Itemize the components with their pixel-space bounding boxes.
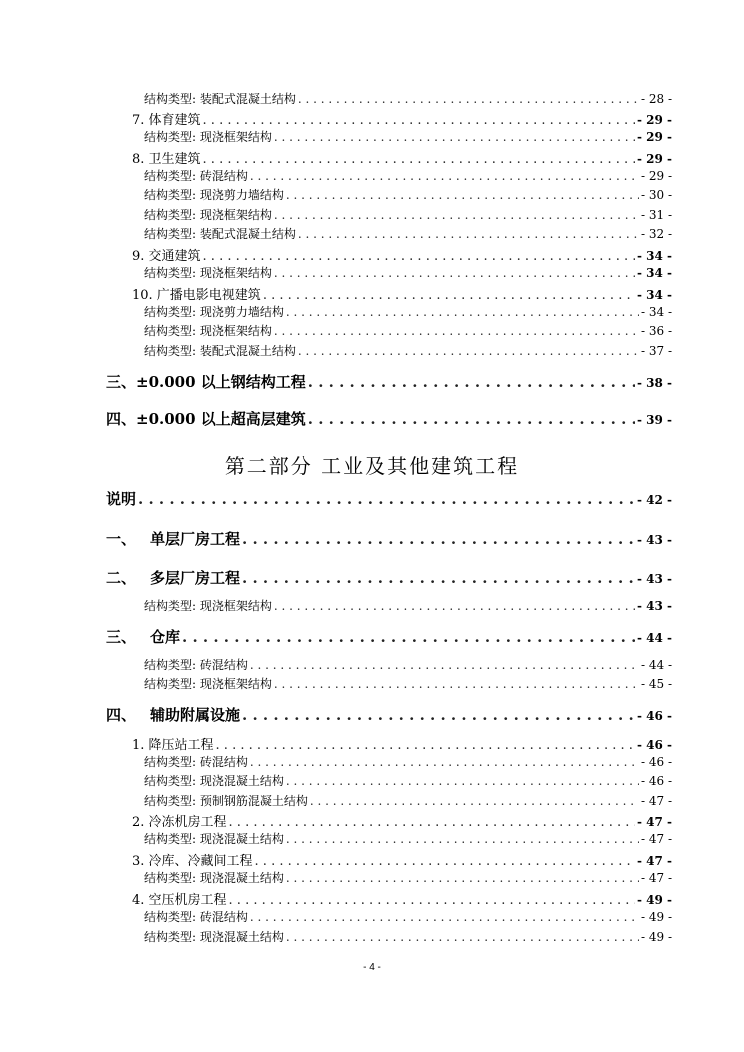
toc-entry[interactable] — [0, 128, 744, 146]
toc-entry[interactable] — [0, 206, 744, 224]
toc-entry[interactable] — [0, 264, 744, 282]
toc-entry-page: - 46 - — [636, 709, 672, 723]
toc-entry-page: - 34 - — [636, 249, 672, 263]
toc-entry-page: - 38 - — [636, 376, 672, 390]
toc-entry-page: - 47 - — [640, 794, 672, 808]
toc-entry[interactable] — [0, 322, 744, 340]
toc-entry-page: - 31 - — [640, 208, 672, 222]
toc-entry[interactable] — [0, 850, 744, 868]
toc-entry-page: - 34 - — [636, 266, 672, 280]
toc-entry-title: 结构类型: 现浇框架结构 — [144, 324, 272, 338]
toc-leader — [286, 774, 639, 788]
toc-entry-page: - 29 - — [636, 113, 672, 127]
toc-leader — [298, 92, 639, 106]
toc-entry-page: - 49 - — [640, 910, 672, 924]
toc-leader — [203, 152, 635, 167]
toc-entry[interactable] — [0, 772, 744, 790]
toc-leader — [298, 344, 639, 358]
toc-leader — [255, 854, 635, 869]
toc-entry-page: - 47 - — [640, 832, 672, 846]
toc-entry-title: 多层厂房工程 — [150, 569, 241, 587]
toc-entry-title: 10. 广播电影电视建筑 — [132, 288, 261, 303]
toc-entry-title: 7. 体育建筑 — [132, 113, 201, 128]
toc-entry[interactable] — [0, 734, 744, 752]
toc-entry[interactable] — [0, 675, 744, 693]
toc-entry-page: - 42 - — [636, 493, 672, 507]
toc-entry-page: - 43 - — [636, 533, 672, 547]
toc-leader — [229, 815, 635, 830]
toc-entry[interactable] — [0, 148, 744, 166]
toc-entry-title: 8. 卫生建筑 — [132, 152, 201, 167]
toc-leader — [203, 249, 635, 264]
toc-leader — [274, 130, 635, 144]
toc-leader — [310, 794, 639, 808]
toc-entry-title: 结构类型: 现浇混凝土结构 — [144, 871, 284, 885]
toc-entry-title: 结构类型: 装配式混凝土结构 — [144, 92, 296, 106]
toc-leader — [274, 266, 635, 280]
toc-entry-title: 结构类型: 砖混结构 — [144, 169, 248, 183]
toc-leader — [286, 930, 639, 944]
toc-entry-title: 说明 — [106, 490, 137, 508]
toc-entry[interactable] — [0, 597, 744, 615]
toc-entry[interactable] — [0, 109, 744, 127]
toc-entry-page: - 49 - — [636, 893, 672, 907]
toc-entry-title: 三、±0.000 以上钢结构工程 — [106, 373, 306, 391]
toc-leader — [242, 706, 635, 724]
toc-entry-page: - 45 - — [640, 677, 672, 691]
toc-entry-page: - 32 - — [640, 227, 672, 241]
toc-leader — [308, 373, 635, 391]
part-heading: 第二部分 工业及其他建筑工程 — [224, 454, 520, 478]
toc-entry[interactable] — [0, 704, 744, 726]
toc-leader — [274, 208, 639, 222]
toc-leader — [250, 658, 639, 672]
toc-entry-title: 单层厂房工程 — [150, 530, 241, 548]
toc-leader — [203, 113, 635, 128]
toc-entry-page: - 43 - — [636, 572, 672, 586]
toc-entry[interactable] — [0, 889, 744, 907]
toc-entry[interactable] — [0, 626, 744, 648]
toc-entry-title: 2. 冷冻机房工程 — [132, 815, 227, 830]
page-number: - 4 - — [363, 962, 381, 973]
toc-entry[interactable] — [0, 303, 744, 321]
toc-leader — [250, 169, 639, 183]
toc-leader — [216, 738, 635, 753]
toc-entry[interactable] — [0, 753, 744, 771]
toc-entry-page: - 29 - — [636, 152, 672, 166]
toc-leader — [286, 305, 639, 319]
toc-entry[interactable] — [0, 284, 744, 302]
toc-entry[interactable] — [0, 371, 744, 393]
toc-entry[interactable] — [0, 792, 744, 810]
toc-entry-title: 结构类型: 现浇剪力墙结构 — [144, 305, 284, 319]
toc-entry-title: 结构类型: 装配式混凝土结构 — [144, 344, 296, 358]
toc-entry-page: - 29 - — [636, 130, 672, 144]
toc-leader — [286, 832, 639, 846]
toc-entry-page: - 46 - — [640, 774, 672, 788]
toc-entry-title: 结构类型: 砖混结构 — [144, 910, 248, 924]
toc-entry-page: - 34 - — [636, 288, 672, 302]
toc-entry-title: 仓库 — [150, 628, 181, 646]
toc-entry-page: - 36 - — [640, 324, 672, 338]
toc-entry-page: - 29 - — [640, 169, 672, 183]
toc-entry-title: 结构类型: 现浇框架结构 — [144, 599, 272, 613]
toc-entry[interactable] — [0, 908, 744, 926]
toc-entry-number: 四、 — [106, 706, 137, 724]
toc-entry-page: - 44 - — [636, 631, 672, 645]
toc-entry-title: 结构类型: 现浇混凝土结构 — [144, 832, 284, 846]
toc-entry-page: - 30 - — [640, 188, 672, 202]
toc-leader — [242, 569, 635, 587]
toc-entry-title: 结构类型: 现浇混凝土结构 — [144, 930, 284, 944]
toc-entry[interactable] — [0, 488, 744, 510]
toc-leader — [229, 893, 635, 908]
toc-entry-number: 三、 — [106, 628, 137, 646]
toc-entry-page: - 37 - — [640, 344, 672, 358]
toc-entry-title: 结构类型: 现浇框架结构 — [144, 130, 272, 144]
toc-leader — [274, 599, 635, 613]
toc-entry-page: - 47 - — [636, 815, 672, 829]
toc-entry-page: - 43 - — [636, 599, 672, 613]
toc-entry-page: - 34 - — [640, 305, 672, 319]
toc-leader — [274, 677, 639, 691]
toc-entry[interactable] — [0, 167, 744, 185]
toc-entry[interactable] — [0, 830, 744, 848]
toc-entry-title: 结构类型: 现浇框架结构 — [144, 208, 272, 222]
toc-entry-page: - 46 - — [636, 738, 672, 752]
toc-entry[interactable] — [0, 528, 744, 550]
toc-entry-title: 结构类型: 装配式混凝土结构 — [144, 227, 296, 241]
toc-entry-title: 结构类型: 现浇剪力墙结构 — [144, 188, 284, 202]
toc-entry-page: - 47 - — [636, 854, 672, 868]
toc-entry-title: 1. 降压站工程 — [132, 738, 214, 753]
toc-leader — [242, 530, 635, 548]
toc-leader — [250, 755, 639, 769]
toc-entry-page: - 28 - — [640, 92, 672, 106]
toc-entry[interactable] — [0, 408, 744, 430]
toc-entry-title: 结构类型: 砖混结构 — [144, 755, 248, 769]
toc-entry[interactable] — [0, 245, 744, 263]
toc-leader — [298, 227, 639, 241]
toc-entry-title: 4. 空压机房工程 — [132, 893, 227, 908]
toc-entry[interactable] — [0, 928, 744, 946]
toc-entry-title: 3. 冷库、冷藏间工程 — [132, 854, 253, 869]
toc-leader — [182, 628, 635, 646]
toc-entry-title: 结构类型: 砖混结构 — [144, 658, 248, 672]
toc-entry-title: 结构类型: 现浇框架结构 — [144, 677, 272, 691]
toc-entry[interactable] — [0, 90, 744, 108]
toc-entry[interactable] — [0, 656, 744, 674]
toc-leader — [274, 324, 639, 338]
toc-entry[interactable] — [0, 869, 744, 887]
toc-leader — [138, 490, 635, 508]
toc-entry[interactable] — [0, 567, 744, 589]
toc-entry-title: 结构类型: 现浇混凝土结构 — [144, 774, 284, 788]
toc-entry-title: 结构类型: 现浇框架结构 — [144, 266, 272, 280]
toc-leader — [250, 910, 639, 924]
toc-entry[interactable] — [0, 225, 744, 243]
toc-entry-number: 一、 — [106, 530, 137, 548]
toc-leader — [308, 410, 635, 428]
toc-leader — [263, 288, 635, 303]
toc-entry-title: 9. 交通建筑 — [132, 249, 201, 264]
toc-entry[interactable] — [0, 342, 744, 360]
toc-entry-page: - 47 - — [640, 871, 672, 885]
toc-entry-page: - 39 - — [636, 413, 672, 427]
toc-entry[interactable] — [0, 186, 744, 204]
toc-entry[interactable] — [0, 811, 744, 829]
toc-leader — [286, 871, 639, 885]
toc-entry-page: - 49 - — [640, 930, 672, 944]
toc-entry-page: - 46 - — [640, 755, 672, 769]
toc-entry-title: 结构类型: 预制钢筋混凝土结构 — [144, 794, 308, 808]
toc-entry-number: 二、 — [106, 569, 137, 587]
toc-entry-page: - 44 - — [640, 658, 672, 672]
toc-entry-title: 四、±0.000 以上超高层建筑 — [106, 410, 306, 428]
toc-leader — [286, 188, 639, 202]
toc-entry-title: 辅助附属设施 — [150, 706, 241, 724]
